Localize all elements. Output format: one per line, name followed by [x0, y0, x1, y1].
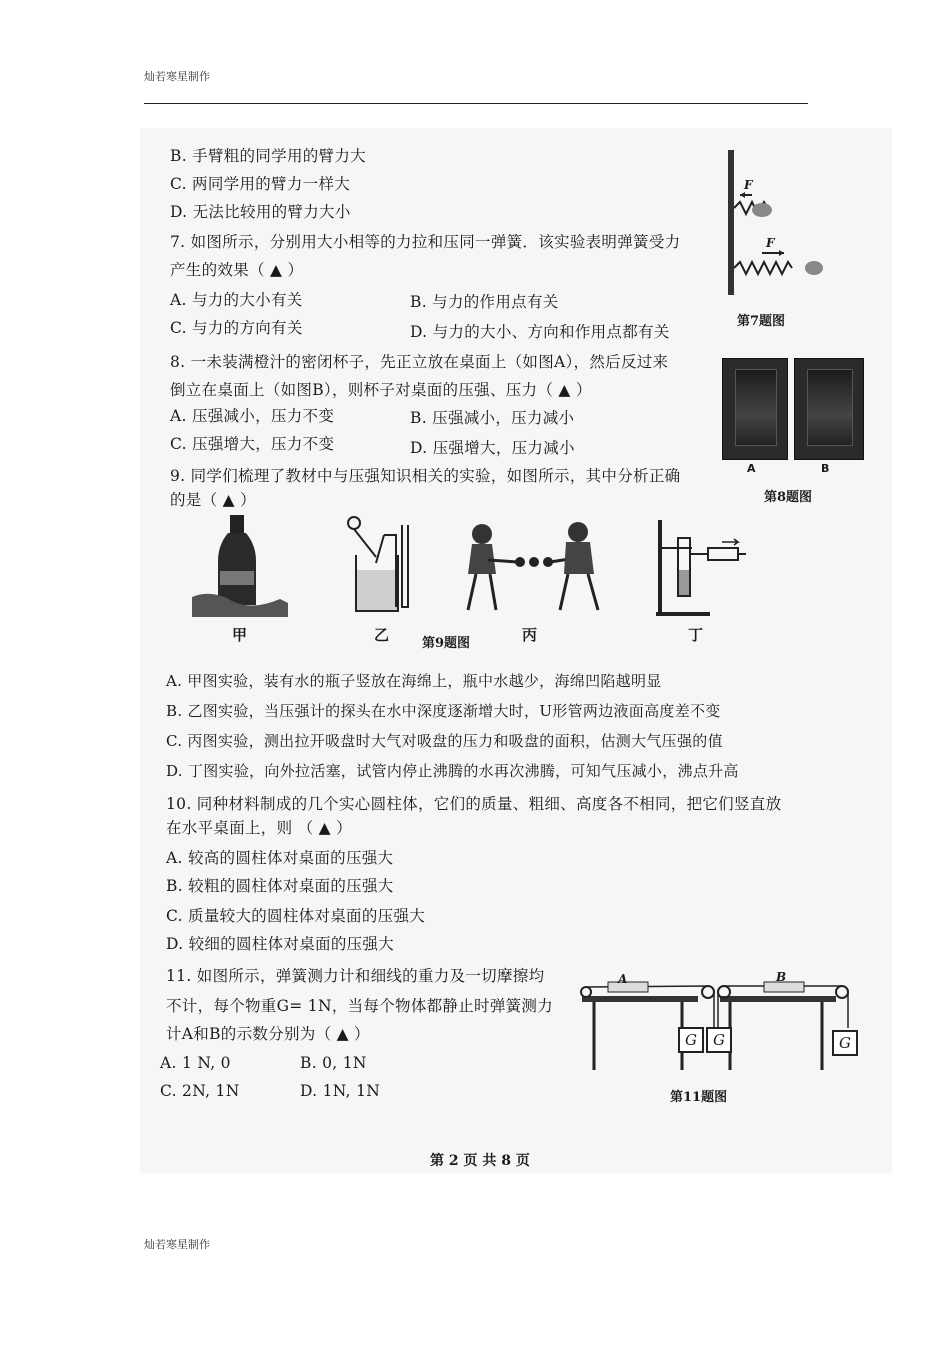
- q9-stem-line2: 的是（ ▲ ）: [170, 491, 256, 509]
- q9-option-d: D. 丁图实验，向外拉活塞，试管内停止沸腾的水再次沸腾，可知气压减小，沸点升高: [166, 762, 739, 780]
- q9-figure-ding-syringe-flask: [648, 518, 748, 618]
- q11-spring-scale-figure: [578, 972, 858, 1070]
- q11-weight-2: G: [706, 1027, 732, 1053]
- q11-option-a: A. 1 N, 0: [160, 1054, 231, 1072]
- q11-option-d: D. 1N, 1N: [300, 1082, 381, 1100]
- page-number: 第 2 页 共 8 页: [430, 1153, 530, 1169]
- q9-caption: 第9题图: [422, 636, 471, 651]
- q10-option-b: B. 较粗的圆柱体对桌面的压强大: [166, 877, 394, 895]
- q9-label-yi: 乙: [374, 626, 390, 644]
- q9-figure-jia-bottle-on-sponge: [192, 515, 292, 620]
- q7-force-label-2: F: [766, 236, 775, 250]
- q9-option-a: A. 甲图实验，装有水的瓶子竖放在海绵上，瓶中水越少，海绵凹陷越明显: [166, 672, 662, 690]
- q6-option-c: C. 两同学用的臂力一样大: [170, 175, 351, 193]
- q7-caption: 第7题图: [737, 314, 786, 329]
- q8-caption: 第8题图: [764, 490, 813, 505]
- q7-spring-figure: [722, 150, 832, 300]
- q8-option-b: B. 压强减小，压力减小: [410, 409, 575, 427]
- q7-stem-line2: 产生的效果（ ▲ ）: [170, 261, 304, 279]
- q9-label-bing: 丙: [522, 626, 538, 644]
- q9-stem-line1: 9. 同学们梳理了教材中与压强知识相关的实验，如图所示，其中分析正确: [170, 467, 681, 485]
- q8-photo-a: [722, 358, 788, 460]
- q11-option-c: C. 2N, 1N: [160, 1082, 240, 1100]
- q9-figure-bing-suction-cups: [458, 520, 608, 620]
- q8-option-d: D. 压强增大，压力减小: [410, 439, 575, 457]
- q11-stem-line3: 计A和B的示数分别为（ ▲ ）: [166, 1025, 370, 1043]
- q8-option-a: A. 压强减小，压力不变: [170, 407, 335, 425]
- q7-option-b: B. 与力的作用点有关: [410, 293, 559, 311]
- q11-option-b: B. 0, 1N: [300, 1054, 367, 1072]
- q6-option-b: B. 手臂粗的同学用的臂力大: [170, 147, 366, 165]
- q7-option-c: C. 与力的方向有关: [170, 319, 303, 337]
- q8-option-c: C. 压强增大，压力不变: [170, 435, 335, 453]
- q11-weight-1: G: [678, 1027, 704, 1053]
- q11-scale-label-b: B: [776, 970, 787, 984]
- q10-option-c: C. 质量较大的圆柱体对桌面的压强大: [166, 907, 426, 925]
- q7-stem-line1: 7. 如图所示，分别用大小相等的力拉和压同一弹簧．该实验表明弹簧受力: [170, 233, 681, 251]
- q9-option-c: C. 丙图实验，测出拉开吸盘时大气对吸盘的压力和吸盘的面积，估测大气压强的值: [166, 732, 723, 750]
- q10-option-d: D. 较细的圆柱体对桌面的压强大: [166, 935, 395, 953]
- q7-option-a: A. 与力的大小有关: [170, 291, 303, 309]
- q11-stem-line2: 不计，每个物重G= 1N，当每个物体都静止时弹簧测力: [166, 997, 554, 1015]
- q9-label-jia: 甲: [232, 626, 248, 644]
- q8-label-b: B: [821, 462, 830, 475]
- q6-option-d: D. 无法比较用的臂力大小: [170, 203, 351, 221]
- q7-force-label-1: F: [744, 178, 753, 192]
- header-rule: [144, 103, 808, 104]
- q7-option-d: D. 与力的大小、方向和作用点都有关: [410, 323, 670, 341]
- q9-label-ding: 丁: [688, 626, 704, 644]
- q8-label-a: A: [747, 462, 756, 475]
- q8-photo-b: [794, 358, 864, 460]
- q11-weight-3: G: [832, 1030, 858, 1056]
- q8-stem-line2: 倒立在桌面上（如图B），则杯子对桌面的压强、压力（ ▲ ）: [170, 381, 592, 399]
- q10-stem-line1: 10. 同种材料制成的几个实心圆柱体，它们的质量、粗细、高度各不相同，把它们竖直放: [166, 795, 782, 813]
- q10-stem-line2: 在水平桌面上，则 （ ▲ ）: [166, 819, 352, 837]
- q11-scale-label-a: A: [618, 972, 628, 986]
- q8-stem-line1: 8. 一未装满橙汁的密闭杯子，先正立放在桌面上（如图A），然后反过来: [170, 353, 669, 371]
- header-text: 灿若寒星制作: [144, 70, 210, 83]
- q9-figure-yi-pressure-gauge: [336, 515, 426, 620]
- q10-option-a: A. 较高的圆柱体对桌面的压强大: [166, 849, 394, 867]
- q9-option-b: B. 乙图实验，当压强计的探头在水中深度逐渐增大时，U形管两边液面高度差不变: [166, 702, 721, 720]
- footer-text: 灿若寒星制作: [144, 1238, 210, 1251]
- q11-stem-line1: 11. 如图所示，弹簧测力计和细线的重力及一切摩擦均: [166, 967, 545, 985]
- q11-caption: 第11题图: [670, 1090, 728, 1105]
